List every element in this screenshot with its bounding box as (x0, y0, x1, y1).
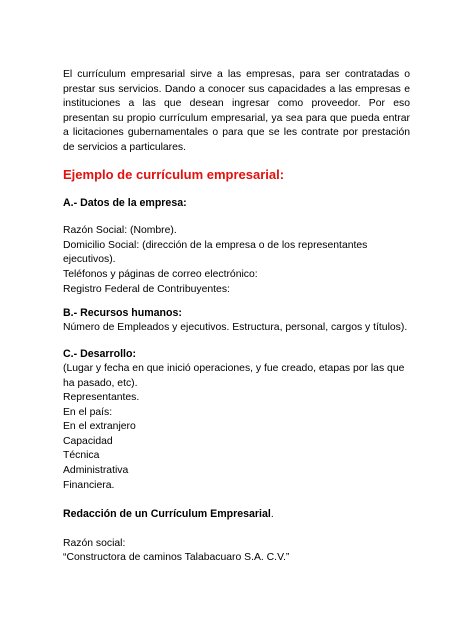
section-c-heading: C.- Desarrollo: (63, 348, 136, 361)
section-a-heading: A.- Datos de la empresa: (63, 196, 187, 209)
section-c-line: Capacidad (63, 435, 113, 447)
section-c-line: Técnica (63, 450, 100, 462)
redaccion-heading-line (63, 507, 410, 523)
intro-paragraph: El currículum empresarial sirve a las empresas, para ser contratadas o prestar sus servicios. Dando a conocer sus capacidades a las empresas e instituciones a las que desean ingresar como proveedor. Por eso presentan su propio currículum empresarial, ya sea para que pueda entrar a licitaciones gubernamentales o para que se les contrate por prestación de servicios a particulares. (63, 69, 410, 153)
section-c-line: En el extranjero (63, 421, 136, 433)
example-title: Ejemplo de currículum empresarial: (63, 166, 285, 182)
section-c-line: Financiera. (63, 479, 115, 491)
section-b-heading: B.- Recursos humanos: (63, 307, 182, 320)
section-a-line: Registro Federal de Contribuyentes: (63, 283, 230, 295)
section-c-line: En el país: (63, 406, 113, 418)
section-a-line: Teléfonos y páginas de correo electrónico: (63, 268, 258, 280)
section-c-line: (Lugar y fecha en que inició operaciones, y fue creado, etapas por las que ha pasado, etc). (63, 362, 405, 389)
section-a-line: Razón Social: (Nombre). (63, 225, 177, 237)
section-c-line: Administrativa (63, 465, 129, 477)
redaccion-heading-suffix: . (270, 509, 274, 521)
section-c-line: Representantes. (63, 392, 140, 404)
section-b-line: Número de Empleados y ejecutivos. Estructura, personal, cargos y títulos). (63, 321, 408, 333)
section-a-line: Domicilio Social: (dirección de la empresa o de los representantes ejecutivos). (63, 239, 368, 266)
redaccion-line: Razón social: (63, 537, 126, 549)
redaccion-heading: Redacción de un Currículum Empresarial (63, 508, 271, 521)
redaccion-line: “Constructora de caminos Talabacuaro S.A. C.V.” (63, 552, 290, 564)
